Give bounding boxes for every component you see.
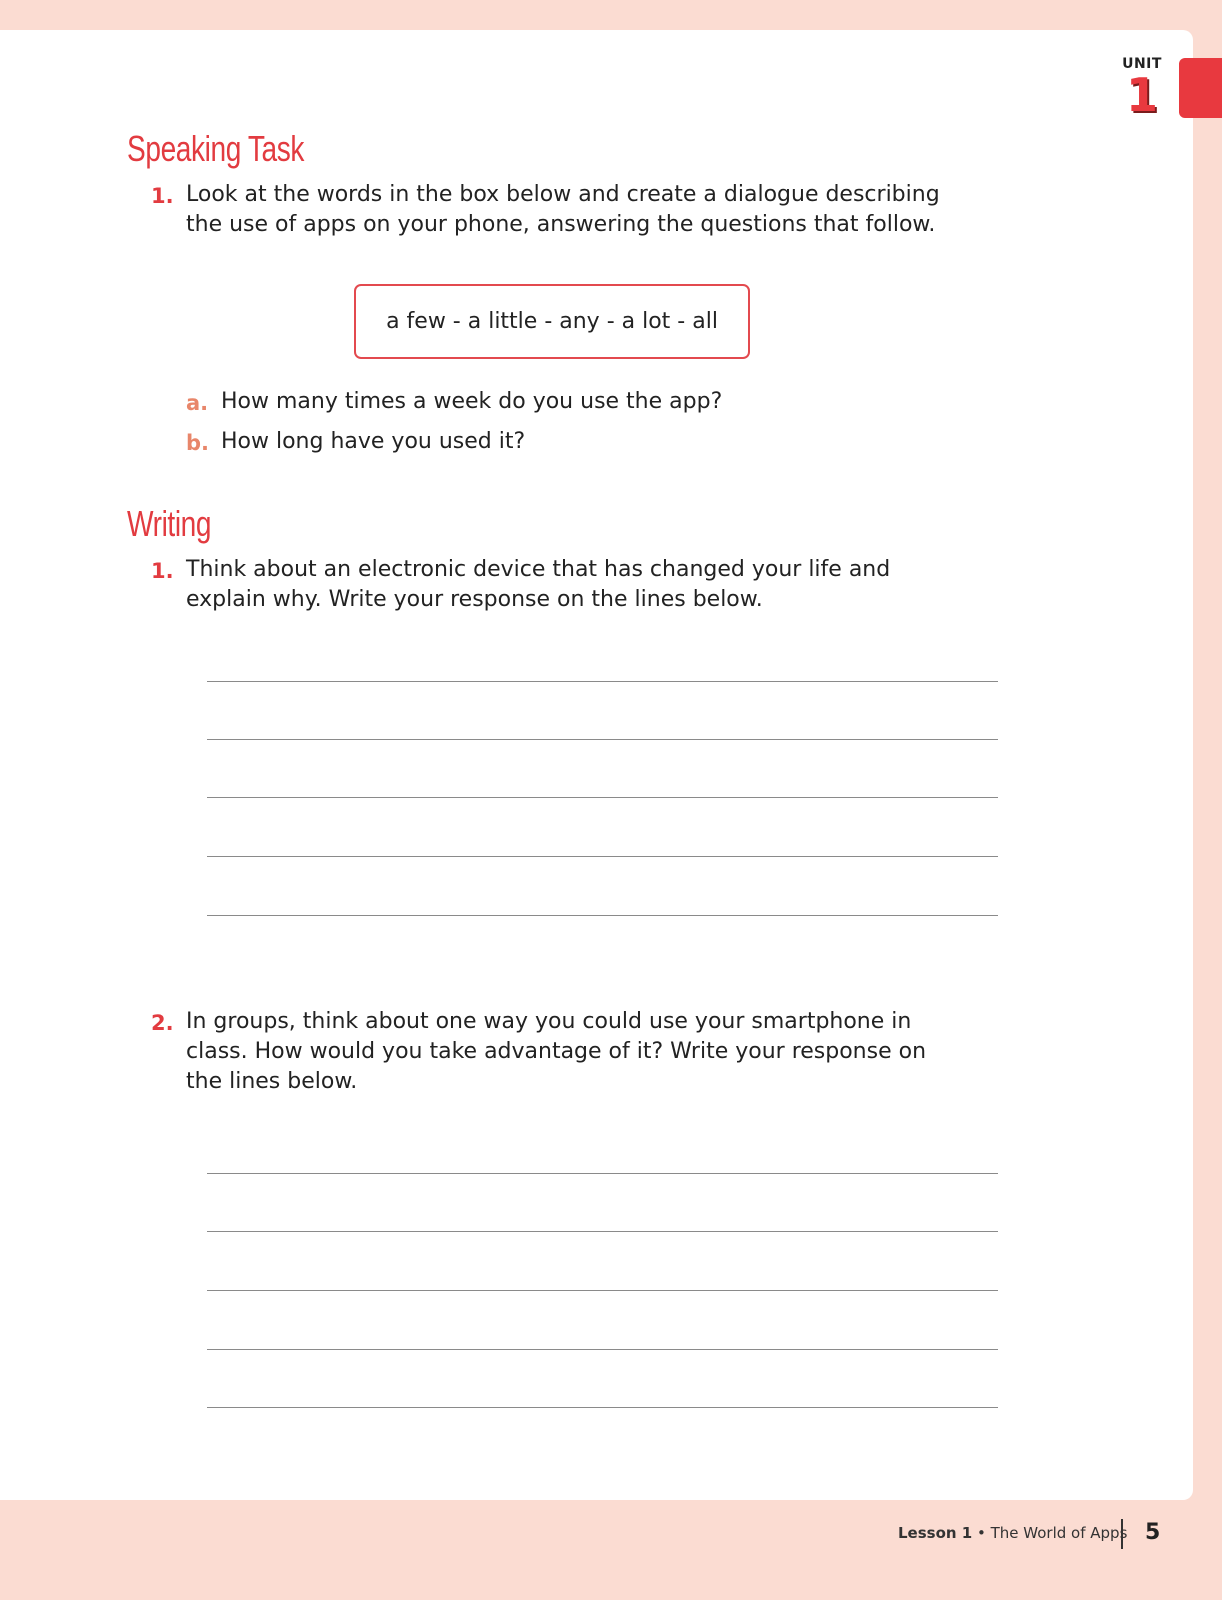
writing-q1-text: Think about an electronic device that has changed your life and explain why. Write your response on the lines below. — [186, 557, 891, 612]
speaking-q1-number: 1. — [151, 184, 174, 208]
answer-line[interactable] — [207, 1349, 998, 1350]
answer-line[interactable] — [207, 915, 998, 916]
writing-q1-number: 1. — [151, 559, 174, 583]
unit-tab-marker — [1179, 58, 1222, 118]
answer-line[interactable] — [207, 797, 998, 798]
answer-line[interactable] — [207, 1173, 998, 1174]
footer-bullet: • — [972, 1524, 991, 1542]
unit-number: 1 — [1125, 68, 1158, 122]
writing-title: Writing — [127, 503, 212, 544]
footer-lesson — [898, 1524, 1127, 1542]
worksheet-page — [0, 30, 1193, 1500]
page-number: 5 — [1145, 1520, 1161, 1545]
lesson-title: The World of Apps — [990, 1524, 1128, 1542]
sub-question-a-text: How many times a week do you use the app? — [221, 389, 723, 414]
sub-question-b-text: How long have you used it? — [221, 429, 526, 454]
lesson-label: Lesson 1 — [898, 1524, 973, 1542]
footer-divider — [1121, 1519, 1123, 1549]
answer-line[interactable] — [207, 1231, 998, 1232]
writing-q2-number: 2. — [151, 1011, 174, 1035]
word-box — [354, 284, 750, 359]
unit-label: UNIT — [1122, 56, 1162, 72]
word-box-text: a few - a little - any - a lot - all — [386, 309, 718, 334]
answer-line[interactable] — [207, 681, 998, 682]
sub-question-b-letter: b. — [186, 431, 210, 455]
answer-line[interactable] — [207, 739, 998, 740]
speaking-task-title: Speaking Task — [127, 128, 305, 169]
answer-line[interactable] — [207, 1407, 998, 1408]
answer-line[interactable] — [207, 1290, 998, 1291]
answer-line[interactable] — [207, 856, 998, 857]
sub-question-a-letter: a. — [186, 391, 209, 415]
writing-q2-text: In groups, think about one way you could use your smartphone in class. How would you take advantage of it? Write your response on the lines below. — [186, 1009, 927, 1094]
speaking-q1-text: Look at the words in the box below and create a dialogue describing the use of apps on your phone, answering the questions that follow. — [186, 182, 940, 237]
